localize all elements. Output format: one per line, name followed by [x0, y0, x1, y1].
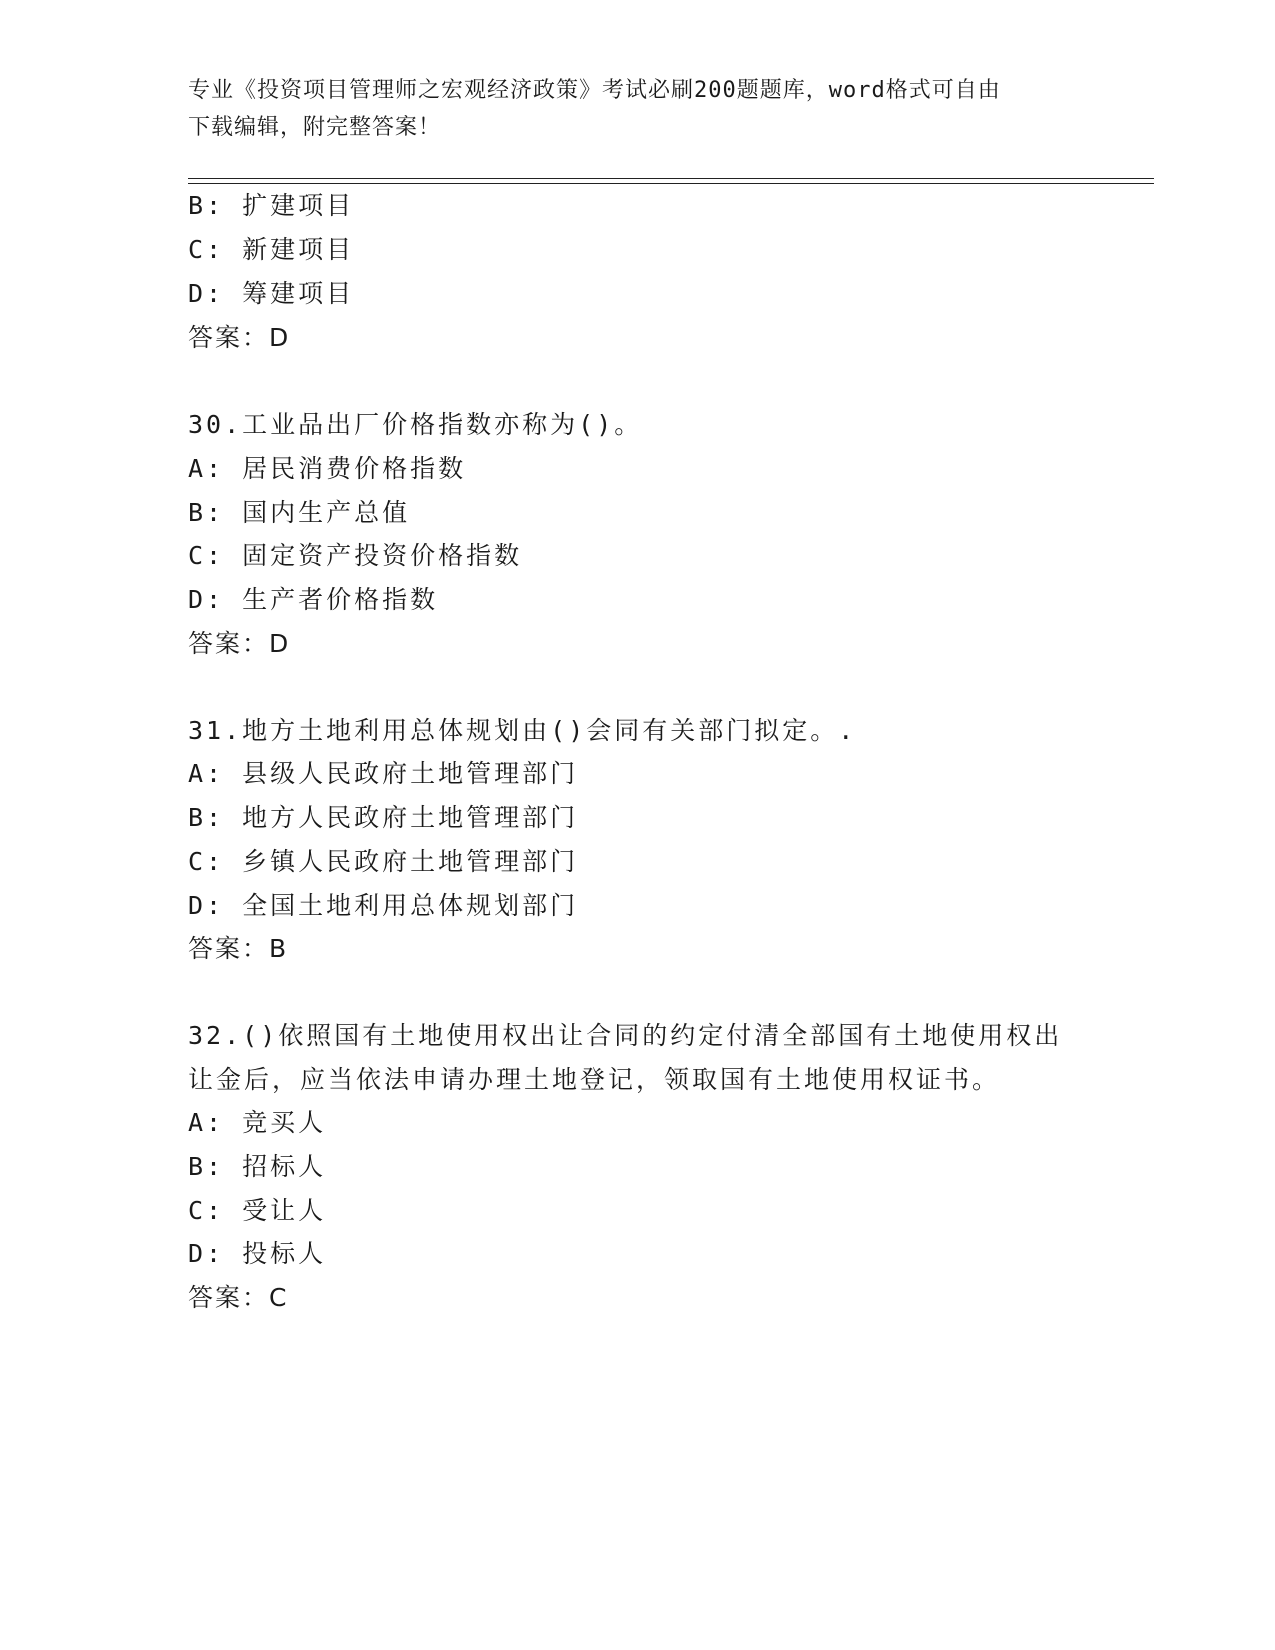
header-line-1: 专业《投资项目管理师之宏观经济政策》考试必刷200题题库，word格式可自由 — [188, 78, 1001, 103]
q32-stem-line-2: 让金后，应当依法申请办理土地登记，领取国有土地使用权证书。 — [188, 1065, 1001, 1094]
prev-option-c: C: 新建项目 — [188, 235, 355, 264]
q32-option-d: D: 投标人 — [188, 1239, 327, 1268]
header-divider-top — [188, 178, 1154, 179]
q30-answer: 答案：D — [188, 629, 291, 658]
q30-stem: 30.工业品出厂价格指数亦称为()。 — [188, 410, 643, 439]
q32-option-a: A: 竞买人 — [188, 1108, 327, 1137]
q32-answer: 答案：C — [188, 1283, 289, 1312]
q31-option-c: C: 乡镇人民政府土地管理部门 — [188, 847, 579, 876]
header-divider-bottom — [188, 183, 1154, 184]
q32-option-c: C: 受让人 — [188, 1196, 327, 1225]
prev-answer: 答案：D — [188, 323, 291, 352]
document-header — [188, 72, 1088, 146]
q30-option-b: B: 国内生产总值 — [188, 498, 411, 527]
q31-option-b: B: 地方人民政府土地管理部门 — [188, 803, 579, 832]
q31-answer: 答案：B — [188, 934, 289, 963]
q32-stem-line-1: 32.()依照国有土地使用权出让合同的约定付清全部国有土地使用权出 — [188, 1021, 1063, 1050]
q32-option-b: B: 招标人 — [188, 1152, 327, 1181]
prev-option-b: B: 扩建项目 — [188, 191, 355, 220]
q30-option-a: A: 居民消费价格指数 — [188, 454, 467, 483]
header-line-2: 下载编辑，附完整答案！ — [188, 115, 442, 140]
q31-stem: 31.地方土地利用总体规划由()会同有关部门拟定。. — [188, 716, 857, 745]
q30-option-c: C: 固定资产投资价格指数 — [188, 541, 523, 570]
q31-option-a: A: 县级人民政府土地管理部门 — [188, 759, 579, 788]
q31-option-d: D: 全国土地利用总体规划部门 — [188, 891, 579, 920]
prev-option-d: D: 筹建项目 — [188, 279, 355, 308]
q30-option-d: D: 生产者价格指数 — [188, 585, 439, 614]
